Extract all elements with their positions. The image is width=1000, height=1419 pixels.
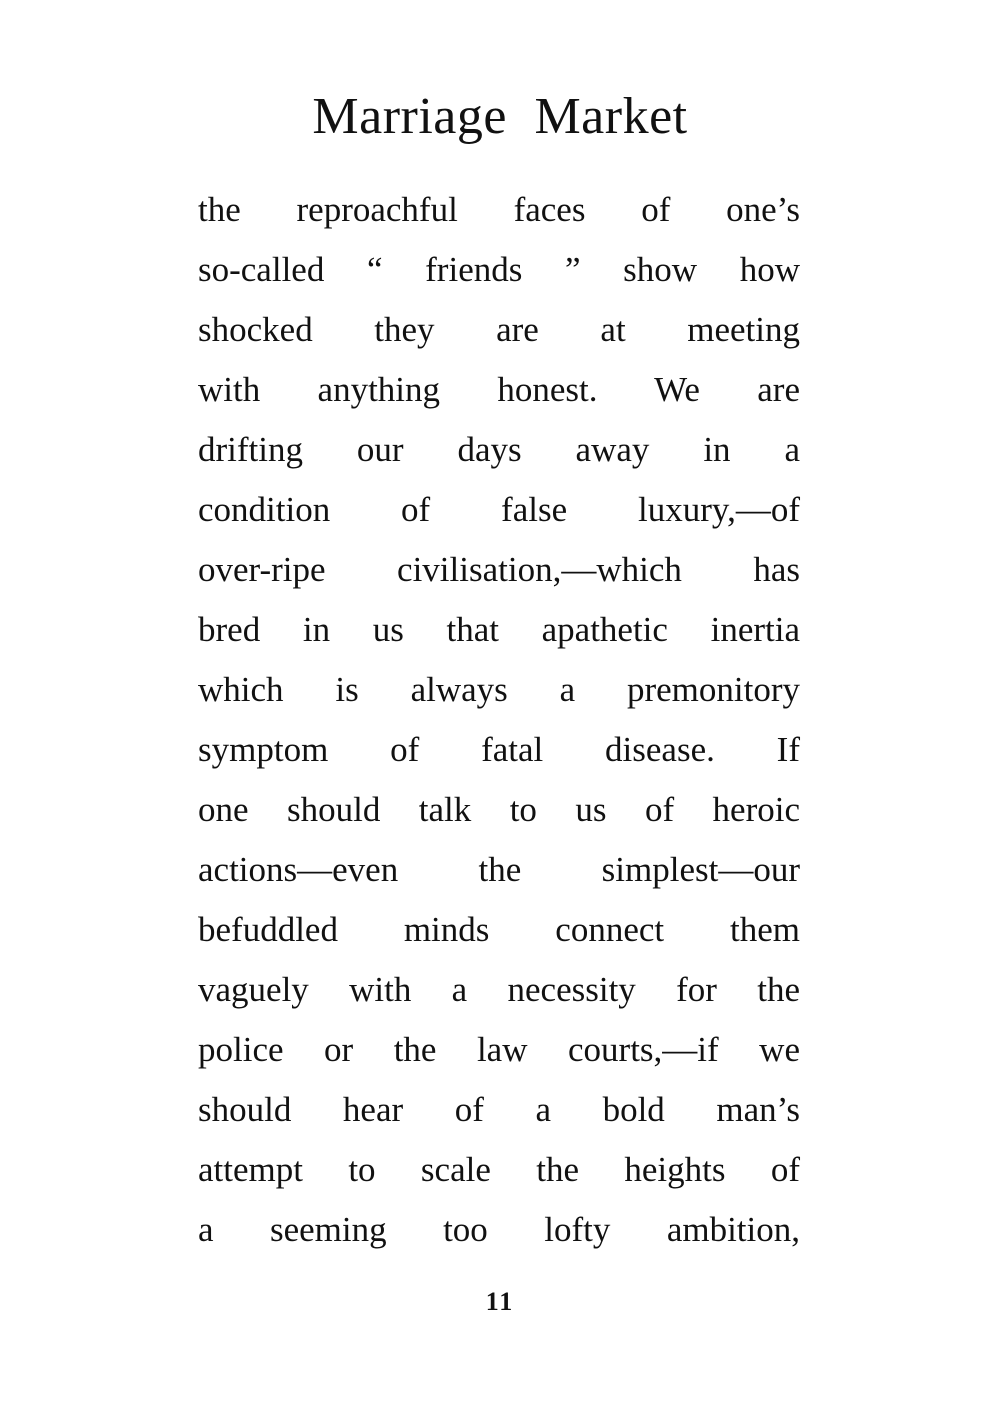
text-line: the reproachful faces of one’s bbox=[198, 190, 800, 229]
text-line: one should talk to us of heroic bbox=[198, 790, 800, 829]
text-line: which is always a premonitory bbox=[198, 670, 800, 709]
text-line: with anything honest. We are bbox=[198, 370, 800, 409]
text-line: over-ripe civilisation,—which has bbox=[198, 550, 800, 589]
text-line: drifting our days away in a bbox=[198, 430, 800, 469]
text-line: actions—even the simplest—our bbox=[198, 850, 800, 889]
text-line: shocked they are at meeting bbox=[198, 310, 800, 349]
text-line: should hear of a bold man’s bbox=[198, 1090, 800, 1129]
text-line: attempt to scale the heights of bbox=[198, 1150, 800, 1189]
text-line: so-called “ friends ” show how bbox=[198, 250, 800, 289]
text-line: symptom of fatal disease. If bbox=[198, 730, 800, 769]
running-head: Marriage Market bbox=[312, 88, 688, 145]
text-line: vaguely with a necessity for the bbox=[198, 970, 800, 1009]
text-line: bred in us that apathetic inertia bbox=[198, 610, 800, 649]
text-line: befuddled minds connect them bbox=[198, 910, 800, 949]
text-line: police or the law courts,—if we bbox=[198, 1030, 800, 1069]
text-line: a seeming too lofty ambition, bbox=[198, 1210, 800, 1249]
body-text bbox=[198, 180, 800, 1260]
text-line: condition of false luxury,—of bbox=[198, 490, 800, 529]
page-number: 11 bbox=[485, 1287, 515, 1316]
